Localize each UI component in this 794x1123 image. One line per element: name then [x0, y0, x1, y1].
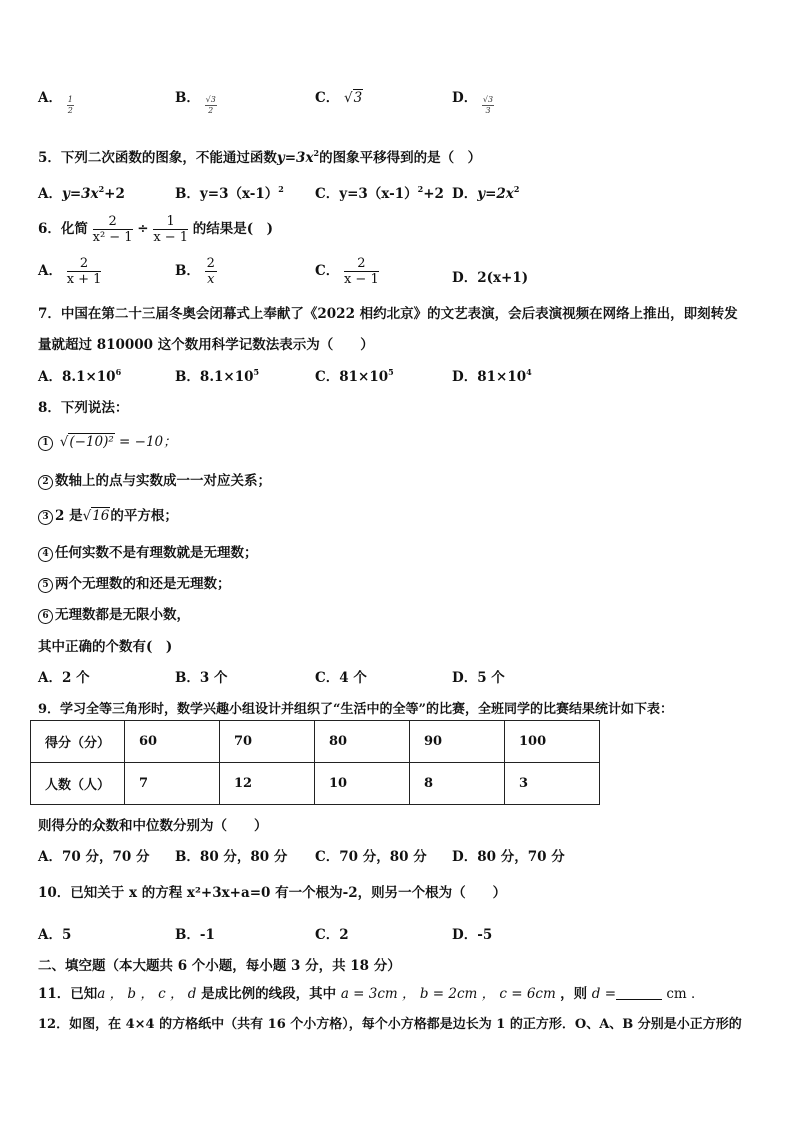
numerator: √3	[205, 95, 216, 104]
exponent: 2	[278, 184, 284, 194]
q11-stem	[38, 982, 705, 1002]
q10-stem: 10．已知关于 x 的方程 x²+3x+a=0 有一个根为-2，则另一个根为（ ）	[38, 885, 507, 901]
radical: √3	[343, 90, 363, 106]
numerator: 2	[206, 256, 215, 271]
q6-stem	[38, 214, 273, 245]
q10-option-b	[175, 923, 215, 943]
option-label: C．	[315, 90, 340, 106]
q8-stem: 8．下列说法：	[38, 400, 129, 416]
statement-text: 无理数都是无限小数，	[55, 607, 190, 623]
q9-option-d	[452, 845, 565, 865]
option-label: C．	[315, 670, 340, 686]
q9-stem: 9．学习全等三角形时，数学兴趣小组设计并组织了“生活中的全等”的比赛，全班同学的比赛结果统计如下表：	[38, 702, 674, 717]
option-label: C．	[315, 849, 340, 865]
statement-text: = −10；	[114, 434, 177, 450]
table-cell: 60	[125, 721, 220, 763]
stem-text: 的图象平移得到的是（ ）	[319, 150, 482, 166]
option-label: A．	[38, 186, 62, 202]
q8-statement-5	[38, 572, 231, 593]
unknown: d =	[591, 986, 617, 1002]
q6-option-a	[38, 256, 101, 287]
option-label: B．	[175, 263, 200, 279]
table-cell: 100	[505, 721, 600, 763]
q8-statement-1	[38, 430, 177, 451]
table-row	[31, 721, 600, 763]
q8-option-d	[452, 666, 505, 686]
variables: a ， b ， c ， d	[97, 986, 197, 1002]
q10-option-c	[315, 923, 349, 943]
stem-text: 5．下列二次函数的图象，不能通过函数	[38, 150, 277, 166]
unit: cm ．	[662, 986, 705, 1002]
operator: ÷	[137, 221, 149, 237]
table-cell: 80	[315, 721, 410, 763]
stem-text: 11．已知	[38, 986, 98, 1002]
q9-option-b	[175, 845, 287, 865]
fraction	[205, 256, 217, 287]
circled-number: 6	[38, 609, 53, 624]
exponent: 2	[313, 148, 320, 158]
circled-number: 5	[38, 578, 53, 593]
q5-option-c	[315, 182, 444, 202]
q8-option-b	[175, 666, 228, 686]
option-label: A．	[38, 670, 62, 686]
exponent: 2	[417, 184, 424, 194]
table-cell: 12	[220, 763, 315, 805]
q8-statement-6	[38, 603, 190, 624]
given-values: a = 3cm ， b = 2cm ， c = 6cm	[340, 986, 561, 1002]
q5-option-a	[38, 182, 125, 202]
denominator: x + 1	[66, 272, 102, 287]
option-text: 3 个	[199, 670, 228, 686]
q12-stem: 12．如图，在 4×4 的方格纸中（共有 16 个小方格），每个小方格都是边长为 1 的正方形．O、A、B 分别是小正方形的	[38, 1017, 742, 1032]
fraction	[67, 95, 74, 116]
statement-text: 两个无理数的和还是无理数；	[55, 576, 231, 592]
statement-text: 数轴上的点与实数成一一对应关系；	[55, 473, 271, 489]
q4-option-d	[452, 86, 494, 116]
option-text: 70 分，70 分	[61, 849, 150, 865]
fraction	[205, 95, 217, 116]
numerator: √3	[482, 95, 494, 104]
table-cell: 3	[505, 763, 600, 805]
radicand: 16	[92, 508, 110, 524]
option-label: B．	[175, 90, 200, 106]
fraction	[482, 95, 494, 116]
table-cell: 8	[410, 763, 505, 805]
stem-text: 6．化简	[38, 221, 88, 237]
table-header-cell: 人数（人）	[31, 763, 125, 805]
q6-option-d	[452, 266, 528, 286]
answer-blank[interactable]	[616, 987, 662, 1000]
q7-option-b	[175, 365, 259, 385]
denominator: 2	[67, 106, 73, 115]
q9-ask: 则得分的众数和中位数分别为（ ）	[38, 818, 268, 834]
option-text: 2(x+1)	[477, 270, 529, 286]
table-cell: 70	[220, 721, 315, 763]
option-text: 80 分，70 分	[477, 849, 565, 865]
option-text: 2 个	[61, 670, 90, 686]
q6-option-c	[315, 256, 379, 287]
option-label: C．	[315, 369, 340, 385]
q8-statement-3	[38, 504, 178, 525]
option-text: 2	[339, 927, 349, 943]
q9-option-a	[38, 845, 149, 865]
option-label: D．	[452, 270, 478, 286]
circled-number: 1	[38, 436, 53, 451]
option-text: 8.1×10	[199, 369, 254, 385]
q7-option-a	[38, 365, 121, 385]
option-label: C．	[315, 186, 340, 202]
stem-text: ，则	[560, 986, 592, 1002]
option-text: +2	[423, 186, 444, 202]
option-text: -1	[199, 927, 215, 943]
option-text: 4 个	[339, 670, 367, 686]
q7-option-c	[315, 365, 394, 385]
option-label: D．	[452, 90, 478, 106]
table-row	[31, 763, 600, 805]
radical: √(−10)²	[59, 434, 114, 450]
circled-number: 3	[38, 510, 53, 525]
fraction	[344, 256, 379, 287]
option-text: y=2x	[477, 186, 514, 202]
statement-text: 2 是	[55, 508, 83, 524]
denominator: 3	[485, 106, 491, 115]
option-text: 70 分，80 分	[339, 849, 427, 865]
q5-stem	[38, 146, 481, 166]
numerator: 2	[67, 256, 102, 272]
denominator: 2	[208, 106, 214, 115]
circled-number: 2	[38, 475, 53, 490]
option-label: A．	[38, 90, 62, 106]
option-text: 81×10	[477, 369, 527, 385]
q7-option-d	[452, 365, 532, 385]
table-cell: 10	[315, 763, 410, 805]
stem-text: 是成比例的线段，其中	[196, 986, 341, 1002]
option-label: A．	[38, 927, 62, 943]
option-text: y=3x	[61, 186, 99, 202]
exponent: 2	[98, 184, 105, 194]
radicand: 3	[353, 90, 363, 106]
q10-option-a	[38, 923, 71, 943]
option-text: 8.1×10	[61, 369, 116, 385]
option-label: B．	[175, 670, 200, 686]
option-text: +2	[104, 186, 125, 202]
exponent: 2	[513, 184, 520, 194]
q4-option-c	[315, 86, 363, 106]
score-table	[30, 720, 600, 805]
option-label: C．	[315, 927, 340, 943]
exponent: 5	[253, 367, 260, 377]
option-label: B．	[175, 927, 200, 943]
denominator: x	[207, 272, 215, 287]
option-text: 81×10	[339, 369, 389, 385]
option-label: C．	[315, 263, 340, 279]
q8-statement-2	[38, 469, 271, 490]
option-label: D．	[452, 927, 478, 943]
table-cell: 90	[410, 721, 505, 763]
q5-option-b	[175, 182, 284, 202]
option-label: B．	[175, 849, 200, 865]
option-label: D．	[452, 849, 478, 865]
option-label: D．	[452, 369, 478, 385]
table-header-cell: 得分（分）	[31, 721, 125, 763]
option-label: B．	[175, 369, 200, 385]
denominator: x² − 1	[92, 230, 133, 245]
q7-stem-line2: 量就超过 810000 这个数用科学记数法表示为（ ）	[38, 337, 374, 353]
numerator: 1	[153, 214, 188, 230]
circled-number: 4	[38, 547, 53, 562]
numerator: 1	[67, 95, 73, 104]
numerator: 2	[344, 256, 379, 272]
option-text: y=3（x-1）	[199, 186, 279, 202]
exponent: 5	[388, 367, 394, 377]
fraction	[93, 214, 133, 245]
q6-option-b	[175, 256, 217, 287]
q8-option-a	[38, 666, 90, 686]
option-label: D．	[452, 670, 478, 686]
section-heading: 二、填空题（本大题共 6 个小题，每小题 3 分，共 18 分）	[38, 958, 401, 974]
option-text: -5	[477, 927, 493, 943]
option-label: B．	[175, 186, 200, 202]
option-text: 80 分，80 分	[199, 849, 288, 865]
fraction	[153, 214, 188, 245]
q10-option-d	[452, 923, 492, 943]
q8-option-c	[315, 666, 367, 686]
exponent: 4	[526, 367, 532, 377]
option-label: A．	[38, 263, 62, 279]
q4-option-b	[175, 86, 217, 116]
exponent: 6	[115, 367, 122, 377]
option-label: D．	[452, 186, 478, 202]
function: y=3x	[276, 150, 314, 166]
q7-stem-line1: 7．中国在第二十三届冬奥会闭幕式上奉献了《2022 相约北京》的文艺表演，会后表演视频在网络上推出，即刻转发	[38, 306, 738, 322]
denominator: x − 1	[153, 230, 189, 245]
table-cell: 7	[125, 763, 220, 805]
stem-text: 的结果是( )	[192, 221, 274, 237]
radicand: (−10)²	[69, 434, 114, 450]
option-label: A．	[38, 849, 62, 865]
fraction	[67, 256, 102, 287]
statement-text: 任何实数不是有理数就是无理数；	[55, 545, 258, 561]
option-label: A．	[38, 369, 62, 385]
numerator: 2	[93, 214, 133, 230]
statement-text: 的平方根；	[110, 508, 178, 524]
option-text: y=3（x-1）	[339, 186, 418, 202]
q9-option-c	[315, 845, 427, 865]
denominator: x − 1	[343, 272, 379, 287]
q8-summary: 其中正确的个数有( )	[38, 639, 173, 655]
q8-statement-4	[38, 541, 258, 562]
option-text: 5	[61, 927, 72, 943]
option-text: 5 个	[477, 670, 505, 686]
q5-option-d	[452, 182, 519, 202]
q4-option-a	[38, 86, 74, 116]
radical: √16	[82, 508, 110, 524]
